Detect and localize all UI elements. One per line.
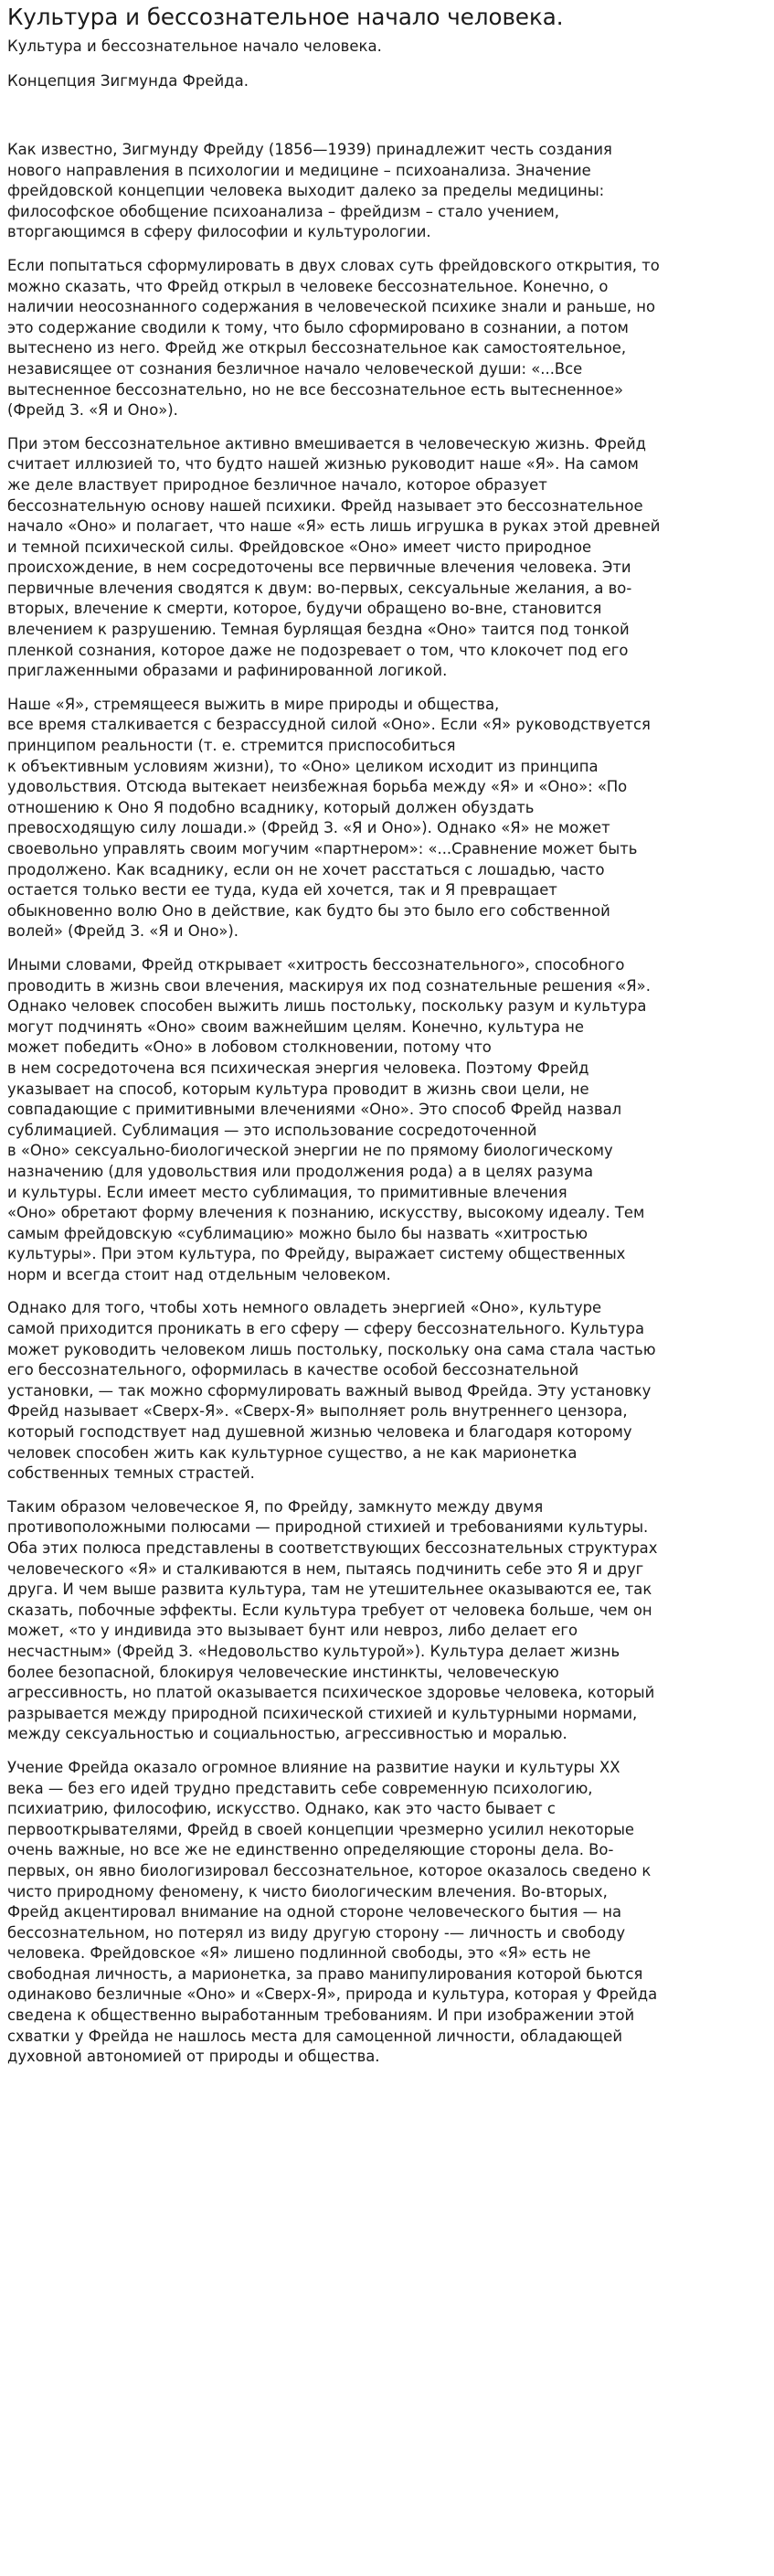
paragraph-4: Наше «Я», стремящееся выжить в мире природы и общества, все время сталкивается с безрассудной силой «Оно». Если «Я» руководствуется принципом реальности (т. е. стремится приспособиться к объективным условиям жизни), то «Оно» целиком исходит из принципа удовольствия. Отсюда вытекает неизбежная борьба между «Я» и «Оно»: «По отношению к Оно Я подобно всаднику, который должен обуздать превосходящую силу лошади.» (Фрейд З. «Я и Оно»). Однако «Я» не может своевольно управлять своим могучим «партнером»: «...Сравнение может быть продолжено. Как всаднику, если он не хочет расстаться с лошадью, часто остается только вести ее туда, куда ей хочется, так и Я превращает обыкновенно волю Оно в действие, как будто бы это было его собственной волей» (Фрейд З. «Я и Оно»).: [7, 695, 651, 941]
article-concept-heading: Концепция Зигмунда Фрейда.: [7, 72, 249, 90]
article-subtitle: Культура и бессознательное начало человека.: [7, 37, 382, 55]
spacer: [7, 105, 767, 140]
paragraph-6: Однако для того, чтобы хоть немного овладеть энергией «Оно», культуре самой приходится проникать в его сферу — сферу бессознательного. Культура может руководить человеком лишь постольку, поскольку она сама стала частью его бессознательного, оформилась в качестве особой бессознательной установки, — так можно сформулировать важный вывод Фрейда. Эту установку Фрейд называет «Сверх-Я». «Сверх-Я» выполняет роль внутреннего цензора, который господствует над душевной жизнью человека и благодаря которому человек способен жить как культурное существо, а не как марионетка собственных темных страстей.: [7, 1299, 656, 1483]
paragraph-8: Учение Фрейда оказало огромное влияние на развитие науки и культуры XX века — без его идей трудно представить себе современную психологию, психиатрию, философию, искусство. Однако, как это часто бывает с первооткрывателями, Фрейд в своей концепции чрезмерно усилил некоторые очень важные, но все же не единственно определяющие стороны дела. Во- первых, он явно биологизировал бессознательное, которое оказалось сведено к чисто природному феномену, к чисто биологическим влечения. Во-вторых, Фрейд акцентировал внимание на одной стороне человеческого бытия — на бессознательном, но потерял из виду другую сторону -— личность и свободу человека. Фрейдовское «Я» лишено подлинной свободы, это «Я» есть не свободная личность, а марионетка, за право манипулирования которой бьются одинаково безличные «Оно» и «Сверх-Я», природа и культура, которая у Фрейда сведена к общественно выработанным требованиям. И при изображении этой схватки у Фрейда не нашлось места для самоценной личности, обладающей духовной автономией от природы и общества.: [7, 1758, 658, 2066]
paragraph-1: Как известно, Зигмунду Фрейду (1856—1939) принадлежит честь создания нового направления в психологии и медицине – психоанализа. Значение фрейдовской концепции человека выходит далеко за пределы медицины: философское обобщение психоанализа – фрейдизм – стало учением, вторгающимся в сферу философии и культурологии.: [7, 141, 612, 241]
paragraph-2: Если попытаться сформулировать в двух словах суть фрейдовского открытия, то можно сказать, что Фрейд открыл в человеке бессознательное. Конечно, о наличии неосознанного содержания в человеческой психике знали и раньше, но это содержание сводили к тому, что было сформировано в сознании, а потом вытеснено из него. Фрейд же открыл бессознательное как самостоятельное, независящее от сознания безличное начало человеческой души: «...Все вытесненное бессознательно, но не все бессознательное есть вытесненное» (Фрейд З. «Я и Оно»).: [7, 256, 660, 420]
paragraph-7: Таким образом человеческое Я, по Фрейду, замкнуто между двумя противоположными полюсами — природной стихией и требованиями культуры. Оба этих полюса представлены в соответствующих бессознательных структурах человеческого «Я» и сталкиваются в нем, пытаясь подчинить себе это Я и друг друга. И чем выше развита культура, там не утешительнее оказываются ее, так сказать, побочные эффекты. Если культура требует от человека больше, чем он может, «то у индивида это вызывает бунт или невроз, либо делает его несчастным» (Фрейд З. «Недовольство культурой»). Культура делает жизнь более безопасной, блокируя человеческие инстинкты, человеческую агрессивность, но платой оказывается психическое здоровье человека, который разрывается между природной психической стихией и культурными нормами, между сексуальностью и социальностью, агрессивностью и моралью.: [7, 1497, 658, 1743]
paragraph-3: При этом бессознательное активно вмешивается в человеческую жизнь. Фрейд считает иллюзией то, что будто нашей жизнью руководит наше «Я». На самом же деле властвует природное безличное начало, которое образует бессознательную основу нашей психики. Фрейд называет это бессознательное начало «Оно» и полагает, что наше «Я» есть лишь игрушка в руках этой древней и темной психической силы. Фрейдовское «Оно» имеет чисто природное происхождение, в нем сосредоточены все первичные влечения человека. Эти первичные влечения сводятся к двум: во-первых, сексуальные желания, а во- вторых, влечение к смерти, которое, будучи обращено во-вне, становится влечением к разрушению. Темная бурлящая бездна «Оно» таится под тонкой пленкой сознания, которое даже не подозревает о том, что клокочет под его приглаженными образами и рафинированной логикой.: [7, 434, 661, 680]
article-title: Культура и бессознательное начало человека.: [7, 4, 564, 30]
paragraph-5: Иными словами, Фрейд открывает «хитрость бессознательного», способного проводить в жизнь свои влечения, маскируя их под сознательные решения «Я». Однако человек способен выжить лишь постольку, поскольку разум и культура могут подчинять «Оно» своим важнейшим целям. Конечно, культура не может победить «Оно» в лобовом столкновении, потому что в нем сосредоточена вся психическая энергия человека. Поэтому Фрейд указывает на способ, которым культура проводит в жизнь свои цели, не совпадающие с примитивными влечениями «Оно». Это способ Фрейд назвал сублимацией. Сублимация — это использование сосредоточенной в «Оно» сексуально-биологической энергии не по прямому биологическому назначению (для удовольствия или продолжения рода) а в целях разума и культуры. Если имеет место сублимация, то примитивные влечения «Оно» обретают форму влечения к познанию, искусству, высокому идеалу. Тем самым фрейдовскую «сублимацию» можно было бы назвать «хитростью культуры». При этом культура, по Фрейду, выражает систему общественных норм и всегда стоит над отдельным человеком.: [7, 955, 651, 1283]
article-page: [0, 5, 774, 2068]
